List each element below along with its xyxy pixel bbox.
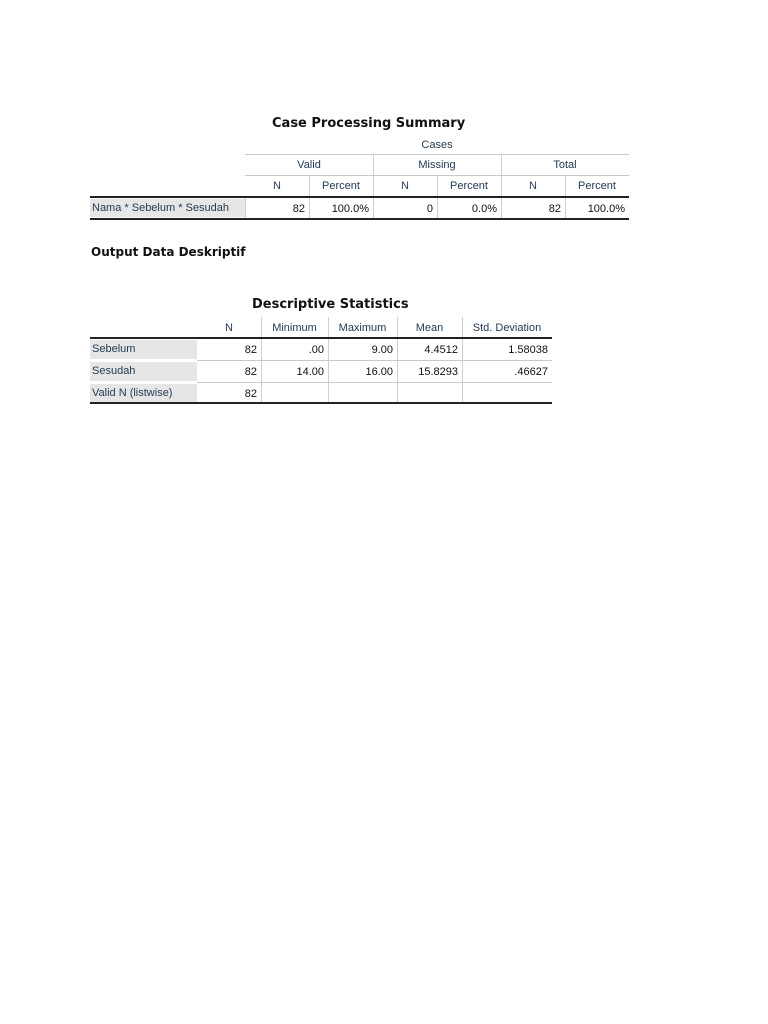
missing-percent-value: 0.0% (471, 203, 497, 215)
minimum-header: Minimum (272, 322, 317, 334)
valid-header: Valid (297, 159, 321, 171)
row-label-valid-n: Valid N (listwise) (90, 384, 197, 403)
table-divider (197, 360, 552, 361)
sesudah-std-deviation: .46627 (514, 366, 548, 378)
valid-n-count: 82 (244, 388, 257, 400)
sesudah-mean: 15.8293 (418, 366, 458, 378)
missing-header: Missing (418, 159, 456, 171)
valid-n-header: N (273, 180, 281, 192)
table-divider (90, 402, 552, 404)
missing-percent-header: Percent (450, 180, 488, 192)
valid-percent-header: Percent (322, 180, 360, 192)
sebelum-mean: 4.4512 (424, 344, 458, 356)
sebelum-maximum: 9.00 (371, 344, 393, 356)
total-percent-header: Percent (578, 180, 616, 192)
sesudah-n: 82 (244, 366, 257, 378)
table-divider (90, 337, 552, 339)
std-deviation-header: Std. Deviation (472, 322, 542, 334)
descriptive-title: Descriptive Statistics (252, 297, 409, 312)
table-divider (245, 175, 629, 176)
n-header: N (225, 322, 233, 334)
table-divider (197, 382, 552, 383)
row-label-sebelum: Sebelum (90, 340, 197, 359)
total-n-value: 82 (548, 203, 561, 215)
row-label-sesudah: Sesudah (90, 362, 197, 381)
sebelum-std-deviation: 1.58038 (508, 344, 548, 356)
maximum-header: Maximum (338, 322, 387, 334)
table-divider (90, 196, 629, 198)
sebelum-minimum: .00 (308, 344, 324, 356)
valid-percent-value: 100.0% (331, 203, 369, 215)
total-percent-value: 100.0% (587, 203, 625, 215)
section-heading: Output Data Deskriptif (91, 245, 246, 259)
mean-header: Mean (415, 322, 444, 334)
missing-n-value: 0 (426, 203, 433, 215)
table-divider (245, 154, 629, 155)
sesudah-minimum: 14.00 (296, 366, 324, 378)
valid-n-value: 82 (292, 203, 305, 215)
total-header: Total (553, 159, 577, 171)
table-divider (90, 218, 629, 220)
sebelum-n: 82 (244, 344, 257, 356)
total-n-header: N (529, 180, 537, 192)
sesudah-maximum: 16.00 (365, 366, 393, 378)
missing-n-header: N (401, 180, 409, 192)
case-processing-title: Case Processing Summary (272, 116, 466, 131)
case-row-label: Nama * Sebelum * Sesudah (90, 199, 245, 217)
cases-header: Cases (421, 139, 453, 151)
